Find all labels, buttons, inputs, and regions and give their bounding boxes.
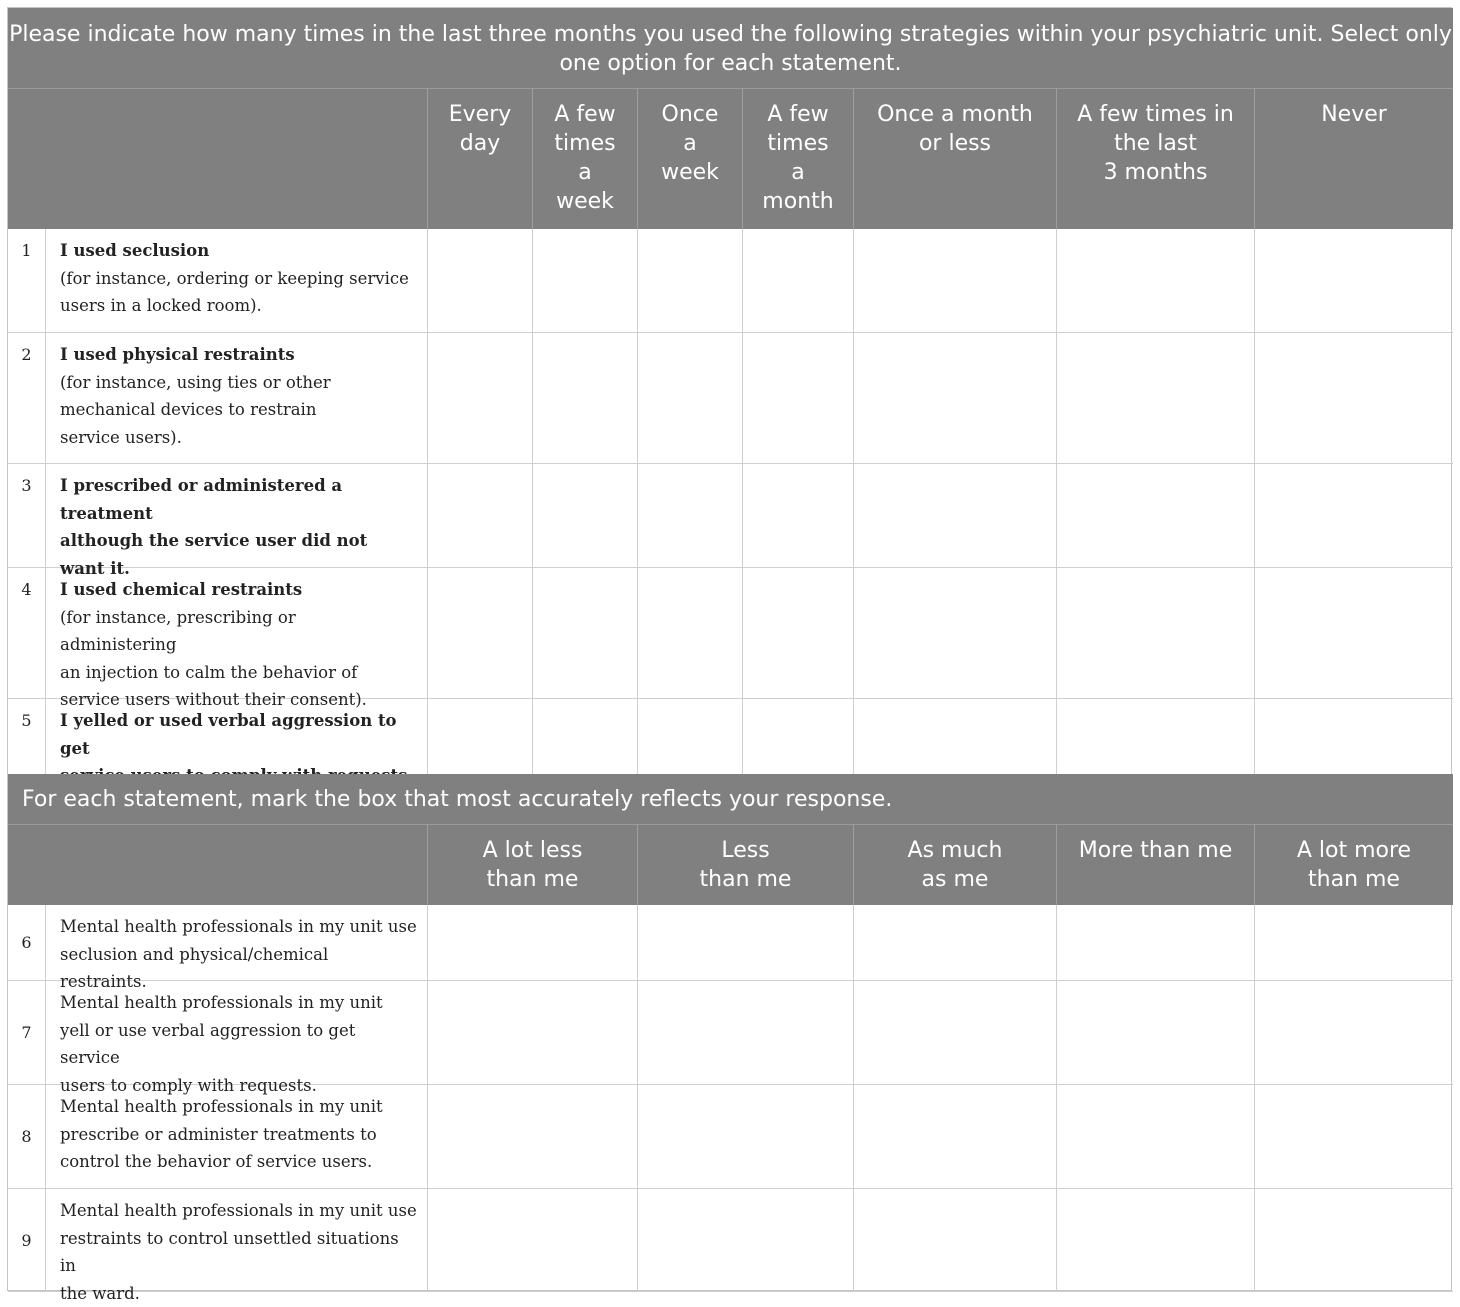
answer-box[interactable] xyxy=(638,464,743,568)
answer-box[interactable] xyxy=(1057,699,1255,775)
statement-text xyxy=(46,699,428,775)
statement-text: Mental health professionals in my unit use seclusion and physical/chemical restraints. xyxy=(46,905,428,981)
answer-box[interactable] xyxy=(428,699,533,775)
answer-box[interactable] xyxy=(743,568,854,699)
column-header: A few times a week xyxy=(533,89,638,229)
statement-bold: I used seclusion xyxy=(60,241,210,260)
answer-box[interactable] xyxy=(428,568,533,699)
item-number: 9 xyxy=(8,1189,46,1292)
statement-text xyxy=(46,464,428,578)
answer-box[interactable] xyxy=(533,229,638,333)
column-header: A few times a month xyxy=(743,89,854,229)
answer-box[interactable] xyxy=(638,905,854,981)
answer-box[interactable] xyxy=(854,905,1057,981)
answer-box[interactable] xyxy=(428,1085,638,1189)
header-corner xyxy=(8,825,428,905)
answer-box[interactable] xyxy=(854,568,1057,699)
answer-box[interactable] xyxy=(854,699,1057,775)
answer-box[interactable] xyxy=(1255,1189,1453,1292)
statement-detail: (for instance, ordering or keeping service users in a locked room). xyxy=(60,268,409,315)
section2-instruction: For each statement, mark the box that most accurately reflects your response. xyxy=(8,774,1453,825)
column-header: As much as me xyxy=(854,825,1057,905)
frequency-grid xyxy=(8,89,1453,775)
answer-box[interactable] xyxy=(743,229,854,333)
statement-detail: (for instance, prescribing or administering an injection to calm the behavior of service users without their consent). xyxy=(60,607,367,709)
answer-box[interactable] xyxy=(533,568,638,699)
statement-text: Mental health professionals in my unit use restraints to control unsettled situations in the ward. xyxy=(46,1189,428,1292)
answer-box[interactable] xyxy=(1057,568,1255,699)
answer-box[interactable] xyxy=(638,699,743,775)
column-header: A few times in the last 3 months xyxy=(1057,89,1255,229)
answer-box[interactable] xyxy=(1057,333,1255,464)
answer-box[interactable] xyxy=(1255,464,1453,568)
answer-box[interactable] xyxy=(743,464,854,568)
answer-box[interactable] xyxy=(1255,1085,1453,1189)
statement-detail: (for instance, using ties or other mechanical devices to restrain service users). xyxy=(60,372,331,447)
column-header: Once a week xyxy=(638,89,743,229)
answer-box[interactable] xyxy=(428,905,638,981)
column-header: Never xyxy=(1255,89,1453,229)
answer-box[interactable] xyxy=(854,229,1057,333)
answer-box[interactable] xyxy=(854,464,1057,568)
answer-box[interactable] xyxy=(1255,568,1453,699)
answer-box[interactable] xyxy=(638,333,743,464)
answer-box[interactable] xyxy=(854,1085,1057,1189)
item-number: 7 xyxy=(8,981,46,1085)
answer-box[interactable] xyxy=(638,568,743,699)
item-number: 1 xyxy=(8,229,46,333)
statement-text: Mental health professionals in my unit yell or use verbal aggression to get service users to comply with requests. xyxy=(46,981,428,1085)
statement-bold: I prescribed or administered a treatment although the service user did not want it. xyxy=(60,476,368,578)
answer-box[interactable] xyxy=(638,1085,854,1189)
comparison-grid xyxy=(8,825,1453,1303)
item-number: 6 xyxy=(8,905,46,981)
item-number: 5 xyxy=(8,699,46,775)
item-number: 8 xyxy=(8,1085,46,1189)
statement-text xyxy=(46,333,428,464)
statement-bold: I yelled or used verbal aggression to get xyxy=(60,711,397,758)
statement-text xyxy=(46,229,428,333)
answer-box[interactable] xyxy=(428,333,533,464)
answer-box[interactable] xyxy=(1057,464,1255,568)
answer-box[interactable] xyxy=(854,333,1057,464)
column-header: Less than me xyxy=(638,825,854,905)
answer-box[interactable] xyxy=(1057,1085,1255,1189)
answer-box[interactable] xyxy=(638,229,743,333)
column-header: More than me xyxy=(1057,825,1255,905)
answer-box[interactable] xyxy=(428,1189,638,1292)
answer-box[interactable] xyxy=(1255,981,1453,1085)
answer-box[interactable] xyxy=(638,981,854,1085)
statement-text xyxy=(46,568,428,709)
answer-box[interactable] xyxy=(743,333,854,464)
statement-text: Mental health professionals in my unit prescribe or administer treatments to control the behavior of service users. xyxy=(46,1085,428,1189)
answer-box[interactable] xyxy=(533,699,638,775)
column-header: Every day xyxy=(428,89,533,229)
answer-box[interactable] xyxy=(1255,905,1453,981)
section1-instruction: Please indicate how many times in the last three months you used the following strategies within your psychiatric unit. Select only one option for each statement. xyxy=(8,8,1453,89)
answer-box[interactable] xyxy=(533,464,638,568)
column-header: A lot less than me xyxy=(428,825,638,905)
answer-box[interactable] xyxy=(428,229,533,333)
statement-bold: I used chemical restraints xyxy=(60,580,303,599)
questionnaire-table xyxy=(7,7,1452,1303)
answer-box[interactable] xyxy=(854,981,1057,1085)
item-number: 3 xyxy=(8,464,46,568)
answer-box[interactable] xyxy=(854,1189,1057,1292)
answer-box[interactable] xyxy=(1255,229,1453,333)
column-header: Once a month or less xyxy=(854,89,1057,229)
answer-box[interactable] xyxy=(533,333,638,464)
item-number: 4 xyxy=(8,568,46,699)
item-number: 2 xyxy=(8,333,46,464)
answer-box[interactable] xyxy=(638,1189,854,1292)
answer-box[interactable] xyxy=(1057,229,1255,333)
answer-box[interactable] xyxy=(1057,905,1255,981)
answer-box[interactable] xyxy=(743,699,854,775)
answer-box[interactable] xyxy=(1255,699,1453,775)
statement-bold: I used physical restraints xyxy=(60,345,295,364)
answer-box[interactable] xyxy=(1255,333,1453,464)
column-header: A lot more than me xyxy=(1255,825,1453,905)
answer-box[interactable] xyxy=(1057,981,1255,1085)
answer-box[interactable] xyxy=(428,464,533,568)
header-corner xyxy=(8,89,428,229)
answer-box[interactable] xyxy=(428,981,638,1085)
answer-box[interactable] xyxy=(1057,1189,1255,1292)
